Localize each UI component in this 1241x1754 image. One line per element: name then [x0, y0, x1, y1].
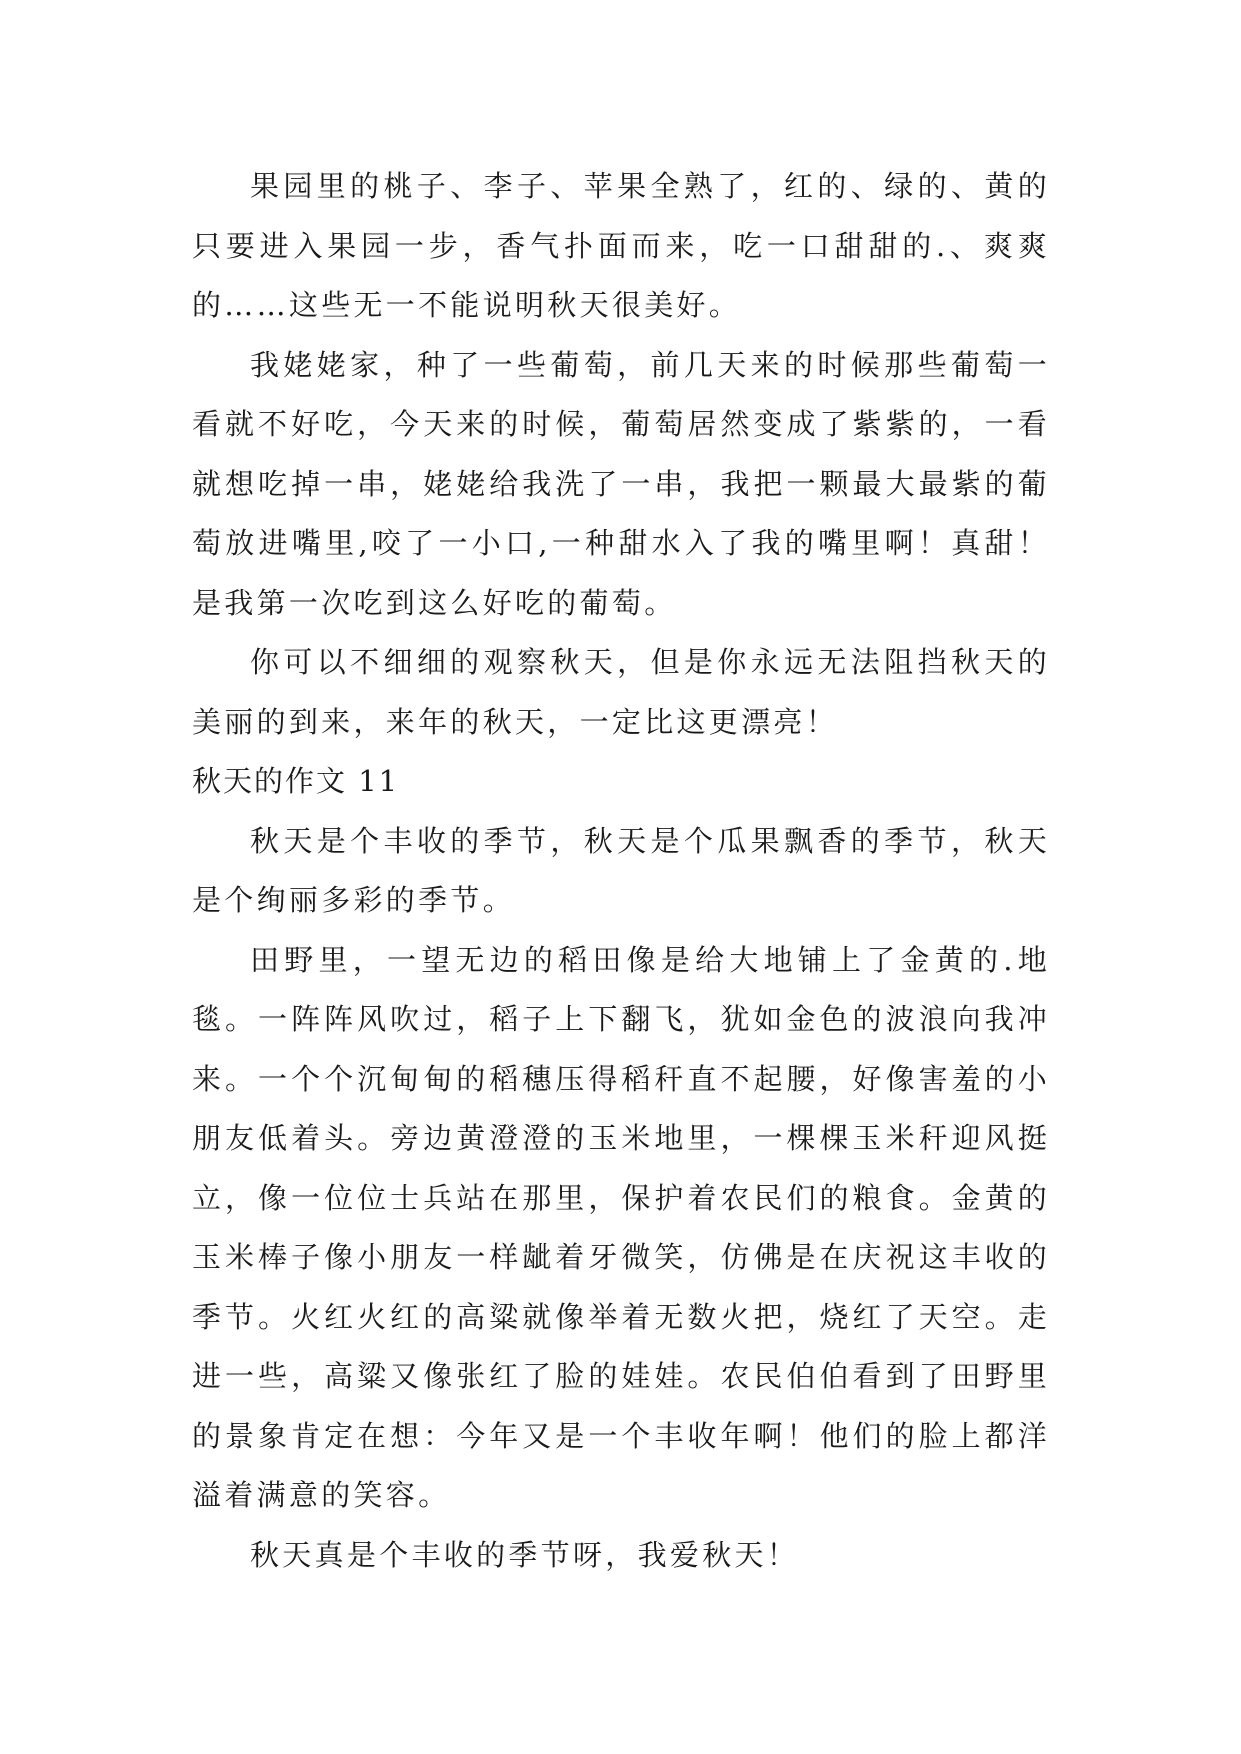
paragraph: 秋天真是个丰收的季节呀，我爱秋天！: [250, 1537, 800, 1572]
paragraph: 秋天是个丰收的季节，秋天是个瓜果飘香的季节，秋天是个绚丽多彩的季节。: [192, 823, 1050, 917]
paragraph: 田野里，一望无边的稻田像是给大地铺上了金黄的.地毯。一阵阵风吹过，稻子上下翻飞，犹如金色的波浪向我冲来。一个个沉甸甸的稻穗压得稻秆直不起腰，好像害羞的小朋友低着头。旁边黄澄澄的玉米地里，一棵棵玉米秆迎风挺立，像一位位士兵站在那里，保护着农民们的粮食。金黄的玉米棒子像小朋友一样龇着牙微笑，仿佛是在庆祝这丰收的季节。火红火红的高粱就像举着无数火把，烧红了天空。走进一些，高粱又像张红了脸的娃娃。农民伯伯看到了田野里的景象肯定在想：今年又是一个丰收年啊！他们的脸上都洋溢着满意的笑容。: [192, 942, 1050, 1512]
paragraph: 果园里的桃子、李子、苹果全熟了，红的、绿的、黄的只要进入果园一步，香气扑面而来，吃一口甜甜的.、爽爽的……这些无一不能说明秋天很美好。: [192, 169, 1050, 322]
paragraph: 你可以不细细的观察秋天，但是你永远无法阻挡秋天的美丽的到来，来年的秋天，一定比这更漂亮！: [192, 645, 1050, 739]
document-body: [192, 157, 1050, 1585]
section-title: 秋天的作文 11: [192, 764, 400, 798]
paragraph: 我姥姥家，种了一些葡萄，前几天来的时候那些葡萄一看就不好吃，今天来的时候，葡萄居然变成了紫紫的，一看就想吃掉一串，姥姥给我洗了一串，我把一颗最大最紫的葡萄放进嘴里,咬了一小口,一种甜水入了我的嘴里啊！真甜！是我第一次吃到这么好吃的葡萄。: [192, 347, 1050, 620]
